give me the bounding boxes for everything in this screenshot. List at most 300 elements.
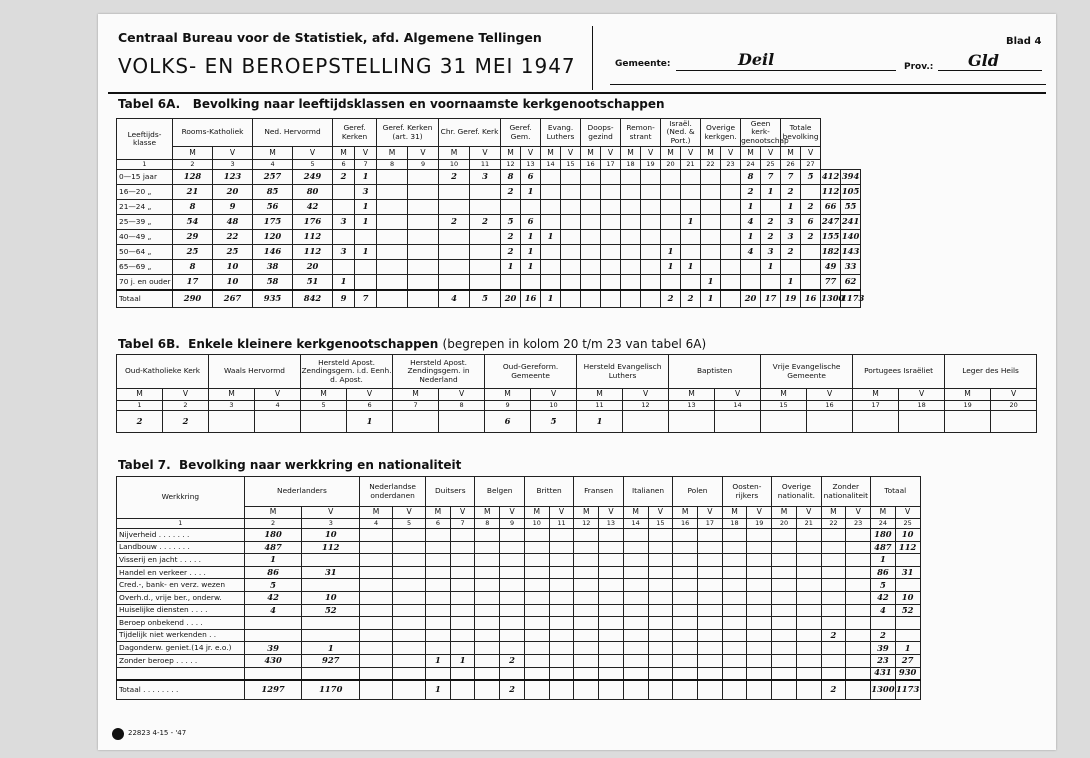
cell xyxy=(333,260,355,275)
cell: 8 xyxy=(173,260,213,275)
cell xyxy=(721,275,741,290)
cell: 2 xyxy=(500,654,525,667)
cell xyxy=(722,541,747,554)
col-header: Duitsers xyxy=(426,477,475,507)
sex-header: V xyxy=(347,389,393,401)
col-number: 22 xyxy=(701,160,721,170)
cell xyxy=(581,215,601,230)
cell xyxy=(721,245,741,260)
cell: 7 xyxy=(355,290,377,308)
sex-header: V xyxy=(393,507,426,519)
cell xyxy=(393,591,426,604)
cell xyxy=(393,617,426,630)
cell xyxy=(360,554,393,567)
cell xyxy=(439,230,470,245)
cell xyxy=(470,230,501,245)
cell xyxy=(701,215,721,230)
col-header: Oud-Katholieke Kerk xyxy=(117,355,209,389)
cell: 38 xyxy=(253,260,293,275)
cell xyxy=(761,200,781,215)
cell: 42 xyxy=(871,591,896,604)
cell xyxy=(561,260,581,275)
cell: 6 xyxy=(485,411,531,433)
cell xyxy=(669,411,715,433)
cell xyxy=(426,617,451,630)
cell xyxy=(661,170,681,185)
cell: 1173 xyxy=(841,290,861,308)
cell: 2 xyxy=(741,185,761,200)
cell: 6 xyxy=(521,215,541,230)
sex-header: V xyxy=(801,147,821,160)
cell: 128 xyxy=(173,170,213,185)
cell: 143 xyxy=(841,245,861,260)
cell: 112 xyxy=(895,541,920,554)
cell xyxy=(408,260,439,275)
cell xyxy=(621,230,641,245)
cell xyxy=(524,541,549,554)
cell xyxy=(722,529,747,542)
cell xyxy=(475,566,500,579)
sex-header: M xyxy=(173,147,213,160)
cell xyxy=(715,411,761,433)
cell: 3 xyxy=(333,215,355,230)
col-number: 4 xyxy=(253,160,293,170)
cell: 7 xyxy=(761,170,781,185)
cell xyxy=(623,654,648,667)
cell xyxy=(621,215,641,230)
sex-header: V xyxy=(715,389,761,401)
cell: 2 xyxy=(801,200,821,215)
cell xyxy=(500,591,525,604)
col-header: Italianen xyxy=(623,477,672,507)
cell xyxy=(697,680,722,700)
col-number: 4 xyxy=(360,519,393,529)
print-code: 22823 4-15 - '47 xyxy=(128,729,187,737)
cell: 4 xyxy=(741,215,761,230)
cell xyxy=(895,629,920,642)
cell: 5 xyxy=(531,411,577,433)
cell xyxy=(599,617,624,630)
sex-header: M xyxy=(661,147,681,160)
table-row xyxy=(117,200,1041,215)
sex-header: V xyxy=(470,147,501,160)
sex-header: M xyxy=(426,507,451,519)
cell xyxy=(821,604,846,617)
cell xyxy=(450,566,475,579)
table-row xyxy=(117,275,1041,290)
cell xyxy=(648,629,673,642)
cell xyxy=(524,566,549,579)
cell xyxy=(796,579,821,592)
cell xyxy=(475,680,500,700)
col-number: 14 xyxy=(715,401,761,411)
cell xyxy=(648,654,673,667)
sex-header: V xyxy=(747,507,772,519)
sex-header: M xyxy=(485,389,531,401)
cell: 80 xyxy=(293,185,333,200)
sex-header: V xyxy=(721,147,741,160)
cell: 5 xyxy=(871,579,896,592)
col-number: 10 xyxy=(531,401,577,411)
cell: 267 xyxy=(213,290,253,308)
cell xyxy=(721,290,741,308)
cell xyxy=(426,591,451,604)
sex-header: V xyxy=(355,147,377,160)
cell xyxy=(846,617,871,630)
sex-header: M xyxy=(701,147,721,160)
sex-header: M xyxy=(761,389,807,401)
col-number: 19 xyxy=(945,401,991,411)
cell xyxy=(599,642,624,655)
cell xyxy=(393,629,426,642)
cell xyxy=(302,629,360,642)
sex-header: M xyxy=(574,507,599,519)
cell xyxy=(747,680,772,700)
col-header: Hersteld Evangelisch Luthers xyxy=(577,355,669,389)
total-row xyxy=(117,680,1036,700)
cell xyxy=(621,260,641,275)
cell: 10 xyxy=(213,275,253,290)
sex-header: M xyxy=(673,507,698,519)
cell: 2 xyxy=(117,411,163,433)
col-number: 12 xyxy=(501,160,521,170)
cell xyxy=(697,554,722,567)
table-row xyxy=(117,654,1036,667)
col-number: 27 xyxy=(801,160,821,170)
sex-header: V xyxy=(641,147,661,160)
col-number: 25 xyxy=(761,160,781,170)
col-number: 17 xyxy=(853,401,899,411)
cell xyxy=(621,185,641,200)
cell xyxy=(796,566,821,579)
cell xyxy=(393,579,426,592)
cell xyxy=(821,579,846,592)
col-number: 18 xyxy=(621,160,641,170)
cell: 33 xyxy=(841,260,861,275)
cell: 5 xyxy=(470,290,501,308)
cell xyxy=(623,617,648,630)
col-number: 11 xyxy=(470,160,501,170)
table-row xyxy=(117,529,1036,542)
cell: 487 xyxy=(871,541,896,554)
cell xyxy=(599,554,624,567)
cell xyxy=(524,654,549,667)
cell xyxy=(721,230,741,245)
cell xyxy=(747,554,772,567)
cell xyxy=(697,654,722,667)
sex-header: M xyxy=(301,389,347,401)
cell xyxy=(355,275,377,290)
cell xyxy=(722,642,747,655)
cell xyxy=(360,680,393,700)
cell xyxy=(426,529,451,542)
sex-header: M xyxy=(853,389,899,401)
cell: 48 xyxy=(213,215,253,230)
cell xyxy=(722,579,747,592)
cell: 20 xyxy=(213,185,253,200)
cell: 62 xyxy=(841,275,861,290)
blad-number: Blad 4 xyxy=(1006,36,1042,47)
cell xyxy=(601,185,621,200)
cell xyxy=(574,541,599,554)
table-6a-title: Tabel 6A. Bevolking naar leeftijdsklassen en voornaamste kerkgenootschappen xyxy=(118,97,665,111)
cell xyxy=(426,541,451,554)
cell xyxy=(722,617,747,630)
cell xyxy=(648,591,673,604)
col-header: Zonder nationaliteit xyxy=(821,477,870,507)
cell xyxy=(561,185,581,200)
cell: 120 xyxy=(253,230,293,245)
col-number: 8 xyxy=(439,401,485,411)
cell xyxy=(408,185,439,200)
cell: 1 xyxy=(302,642,360,655)
cell xyxy=(697,604,722,617)
table-row xyxy=(117,617,1036,630)
sex-header: M xyxy=(475,507,500,519)
cell xyxy=(601,215,621,230)
cell: 7 xyxy=(781,170,801,185)
sex-header: M xyxy=(945,389,991,401)
sex-header: M xyxy=(669,389,715,401)
cell xyxy=(621,170,641,185)
cell xyxy=(524,667,549,680)
cell xyxy=(581,170,601,185)
cell xyxy=(673,591,698,604)
col-header: Geref. Gem. xyxy=(501,119,541,147)
cell: 2 xyxy=(661,290,681,308)
cell: 1 xyxy=(761,185,781,200)
cell xyxy=(360,654,393,667)
cell: 2 xyxy=(681,290,701,308)
cell: 8 xyxy=(741,170,761,185)
cell xyxy=(377,170,408,185)
row-label: Cred.-, bank- en verz. wezen xyxy=(117,579,245,592)
col-number: 5 xyxy=(301,401,347,411)
cell xyxy=(393,529,426,542)
sex-header: M xyxy=(722,507,747,519)
cell xyxy=(450,667,475,680)
row-label: 65—69 „ xyxy=(117,260,173,275)
cell xyxy=(821,529,846,542)
cell: 6 xyxy=(521,170,541,185)
col-number: 11 xyxy=(549,519,574,529)
cell: 146 xyxy=(253,245,293,260)
cell: 39 xyxy=(871,642,896,655)
cell xyxy=(673,654,698,667)
cell xyxy=(360,642,393,655)
row-label: Visserij en jacht . . . . . xyxy=(117,554,245,567)
col-header: Chr. Geref. Kerk xyxy=(439,119,501,147)
cell xyxy=(701,200,721,215)
cell xyxy=(648,579,673,592)
cell xyxy=(574,680,599,700)
cell xyxy=(524,680,549,700)
cell: 2 xyxy=(470,215,501,230)
cell: 112 xyxy=(293,245,333,260)
table-7-title: Tabel 7. Bevolking naar werkkring en nationaliteit xyxy=(118,458,462,472)
cell: 20 xyxy=(293,260,333,275)
cell xyxy=(801,185,821,200)
cell: 2 xyxy=(439,170,470,185)
cell: 105 xyxy=(841,185,861,200)
col-number: 12 xyxy=(574,519,599,529)
cell xyxy=(623,529,648,542)
cell: 1 xyxy=(871,554,896,567)
cell xyxy=(648,667,673,680)
cell xyxy=(549,566,574,579)
col-number: 2 xyxy=(173,160,213,170)
col-number: 16 xyxy=(581,160,601,170)
sex-header: V xyxy=(439,389,485,401)
cell xyxy=(475,629,500,642)
cell: 2 xyxy=(801,230,821,245)
cell: 155 xyxy=(821,230,841,245)
cell xyxy=(549,629,574,642)
table-row xyxy=(117,245,1041,260)
cell xyxy=(741,260,761,275)
cell xyxy=(360,529,393,542)
cell xyxy=(500,617,525,630)
cell xyxy=(721,260,741,275)
row-label: 0—15 jaar xyxy=(117,170,173,185)
cell xyxy=(393,667,426,680)
cell xyxy=(895,579,920,592)
cell xyxy=(439,185,470,200)
cell xyxy=(796,629,821,642)
col-number: 1 xyxy=(117,401,163,411)
cell xyxy=(772,554,797,567)
cell xyxy=(772,566,797,579)
cell xyxy=(500,642,525,655)
cell xyxy=(601,275,621,290)
cell xyxy=(601,290,621,308)
col-number: 15 xyxy=(761,401,807,411)
gemeente-value: Deil xyxy=(738,50,775,69)
cell xyxy=(623,604,648,617)
cell xyxy=(846,554,871,567)
cell xyxy=(302,667,360,680)
row-label: Beroep onbekend . . . . xyxy=(117,617,245,630)
cell xyxy=(821,541,846,554)
cell: 8 xyxy=(173,200,213,215)
cell xyxy=(641,290,661,308)
cell: 180 xyxy=(244,529,302,542)
cell xyxy=(821,566,846,579)
col-header: Polen xyxy=(673,477,722,507)
cell xyxy=(722,667,747,680)
cell: 49 xyxy=(821,260,841,275)
col-number: 20 xyxy=(991,401,1037,411)
cell xyxy=(524,529,549,542)
row-label: 25—39 „ xyxy=(117,215,173,230)
cell xyxy=(747,529,772,542)
cell xyxy=(333,185,355,200)
col-header: Fransen xyxy=(574,477,623,507)
col-header: Nederlandse onderdanen xyxy=(360,477,426,507)
cell xyxy=(648,529,673,542)
col-number: 10 xyxy=(524,519,549,529)
cell: 1 xyxy=(661,245,681,260)
cell xyxy=(244,617,302,630)
cell xyxy=(641,170,661,185)
cell: 2 xyxy=(781,245,801,260)
cell xyxy=(673,566,698,579)
cell: 54 xyxy=(173,215,213,230)
cell xyxy=(621,290,641,308)
cell: 56 xyxy=(253,200,293,215)
cell xyxy=(641,260,661,275)
cell xyxy=(574,667,599,680)
cell xyxy=(574,529,599,542)
cell: 2 xyxy=(439,215,470,230)
row-label: Zonder beroep . . . . . xyxy=(117,654,245,667)
cell xyxy=(747,654,772,667)
cell xyxy=(846,629,871,642)
cell xyxy=(500,554,525,567)
cell xyxy=(673,579,698,592)
sex-header: V xyxy=(293,147,333,160)
cell xyxy=(623,642,648,655)
cell xyxy=(500,566,525,579)
col-number: 3 xyxy=(302,519,360,529)
cell xyxy=(302,579,360,592)
cell xyxy=(393,654,426,667)
sex-header: M xyxy=(244,507,302,519)
cell xyxy=(853,411,899,433)
cell: 290 xyxy=(173,290,213,308)
sex-header: V xyxy=(623,389,669,401)
cell xyxy=(701,260,721,275)
cell: 10 xyxy=(302,591,360,604)
col-number: 19 xyxy=(641,160,661,170)
cell: 930 xyxy=(895,667,920,680)
cell: 431 xyxy=(871,667,896,680)
cell xyxy=(377,215,408,230)
cell: 1 xyxy=(781,275,801,290)
col-number: 24 xyxy=(741,160,761,170)
sex-header: M xyxy=(117,389,163,401)
cell xyxy=(561,215,581,230)
cell xyxy=(426,604,451,617)
cell xyxy=(360,541,393,554)
cell xyxy=(393,541,426,554)
cell xyxy=(821,554,846,567)
cell xyxy=(772,654,797,667)
sex-header: V xyxy=(681,147,701,160)
cell: 1 xyxy=(701,275,721,290)
cell xyxy=(599,579,624,592)
cell xyxy=(355,230,377,245)
cell: 25 xyxy=(213,245,253,260)
col-number: 16 xyxy=(807,401,853,411)
col-number: 9 xyxy=(408,160,439,170)
census-form-sheet xyxy=(98,14,1056,750)
cell xyxy=(846,667,871,680)
cell xyxy=(641,185,661,200)
cell xyxy=(549,680,574,700)
cell xyxy=(524,554,549,567)
cell: 27 xyxy=(895,654,920,667)
cell xyxy=(821,654,846,667)
cell xyxy=(846,654,871,667)
cell xyxy=(408,290,439,308)
cell xyxy=(524,604,549,617)
sex-header: V xyxy=(599,507,624,519)
table-row xyxy=(117,260,1041,275)
cell xyxy=(549,654,574,667)
bureau-line: Centraal Bureau voor de Statistiek, afd. Algemene Tellingen xyxy=(118,30,542,45)
cell xyxy=(360,604,393,617)
